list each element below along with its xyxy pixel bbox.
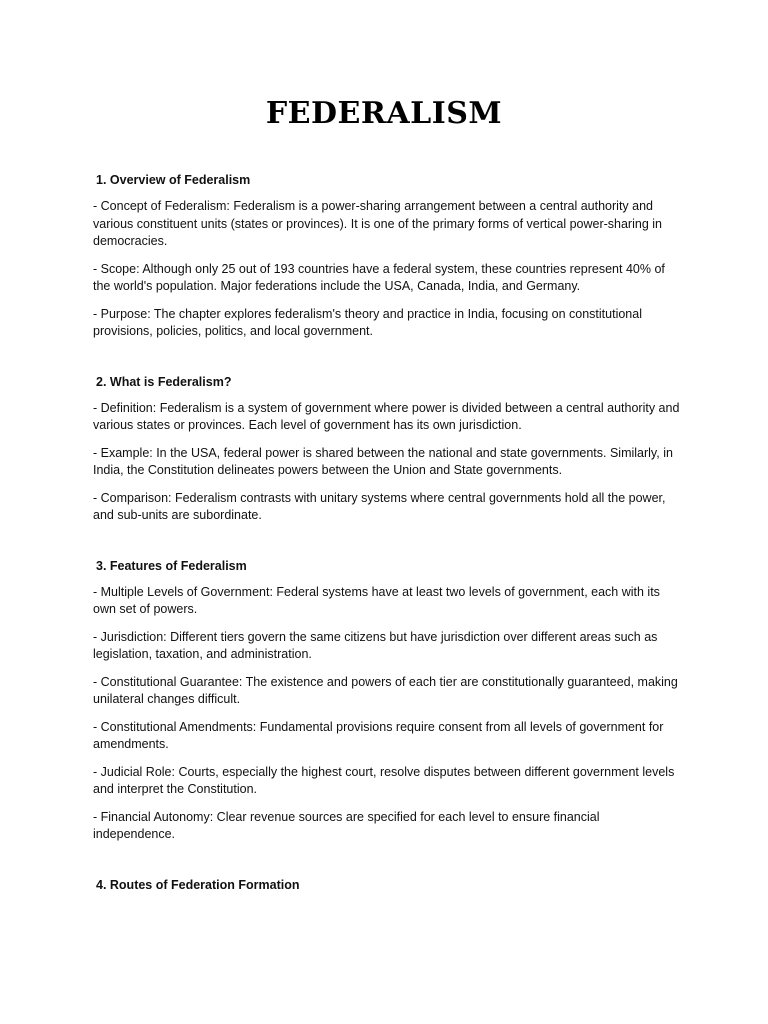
section-heading: 4. Routes of Federation Formation <box>96 877 300 892</box>
paragraph: - Judicial Role: Courts, especially the highest court, resolve disputes between different government levels and interpret the Constitution. <box>93 764 675 796</box>
section-overview <box>93 172 681 341</box>
paragraph: - Example: In the USA, federal power is shared between the national and state governments. Similarly, in India, the Constitution delineates powers between the Union and State governments. <box>93 445 673 477</box>
section-heading: 3. Features of Federalism <box>96 558 247 573</box>
paragraph: - Scope: Although only 25 out of 193 countries have a federal system, these countries represent 40% of the world's population. Major federations include the USA, Canada, India, and Germany. <box>93 261 665 293</box>
paragraph: - Jurisdiction: Different tiers govern the same citizens but have jurisdiction over different areas such as legislation, taxation, and administration. <box>93 629 658 661</box>
paragraph: - Financial Autonomy: Clear revenue sources are specified for each level to ensure financial independence. <box>93 809 600 841</box>
paragraph: - Purpose: The chapter explores federalism's theory and practice in India, focusing on constitutional provisions, policies, politics, and local government. <box>93 306 642 338</box>
paragraph: - Multiple Levels of Government: Federal systems have at least two levels of government, each with its own set of powers. <box>93 584 660 616</box>
section-what-is-federalism <box>93 374 681 525</box>
section-heading: 1. Overview of Federalism <box>96 173 251 187</box>
section-routes <box>93 877 681 894</box>
document-body <box>93 172 681 927</box>
paragraph: - Comparison: Federalism contrasts with unitary systems where central governments hold all the power, and sub-units are subordinate. <box>93 490 666 522</box>
paragraph: - Constitutional Guarantee: The existence and powers of each tier are constitutionally guaranteed, making unilateral changes difficult. <box>93 674 678 706</box>
paragraph: - Concept of Federalism: Federalism is a power-sharing arrangement between a central authority and various constituent units (states or provinces). It is one of the primary forms of vertical power-sharing in democracies. <box>93 199 662 248</box>
section-features <box>93 558 681 844</box>
document-title: FEDERALISM <box>265 96 503 131</box>
section-heading: 2. What is Federalism? <box>96 374 232 389</box>
paragraph: - Constitutional Amendments: Fundamental provisions require consent from all levels of government for amendments. <box>93 719 664 751</box>
paragraph: - Definition: Federalism is a system of government where power is divided between a central authority and various states or provinces. Each level of government has its own jurisdiction. <box>93 400 680 432</box>
